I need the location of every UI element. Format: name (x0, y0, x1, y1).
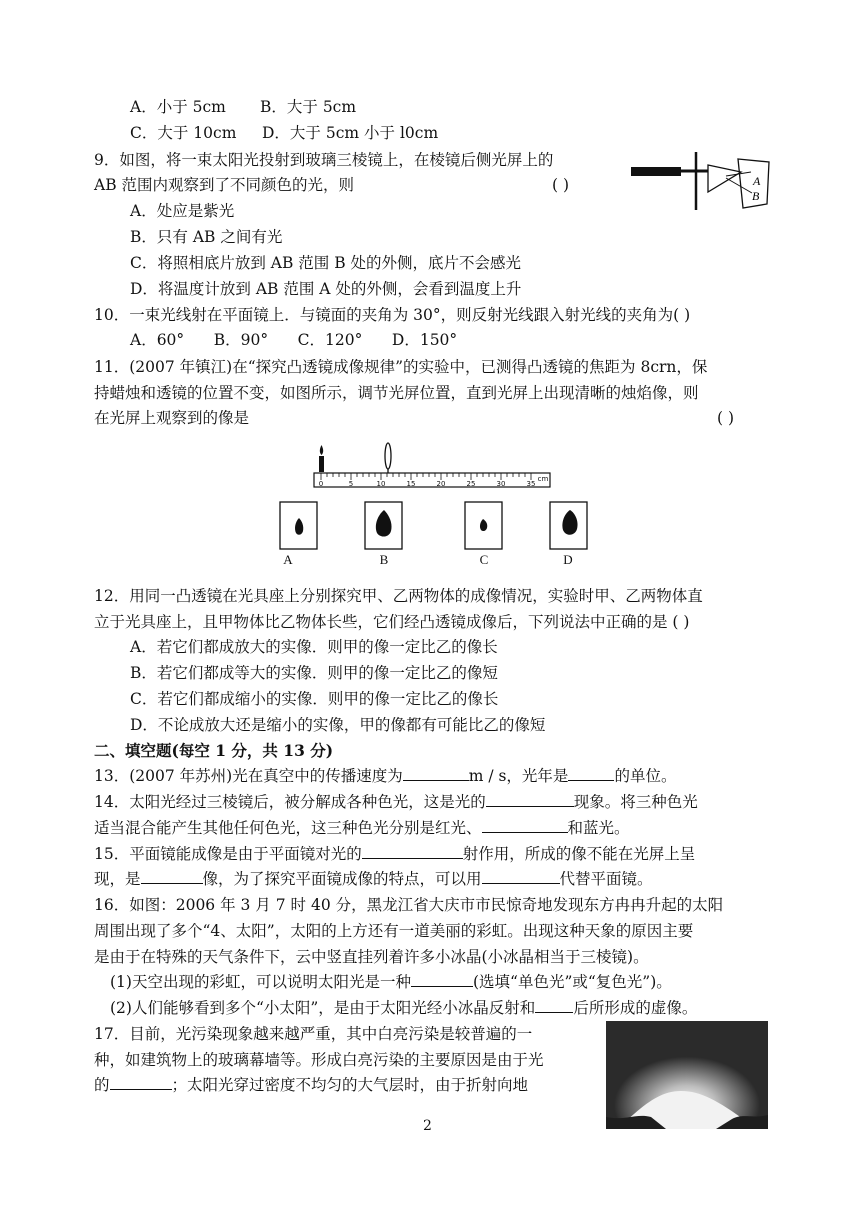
q16-text-line2: 周围出现了多个“4、太阳”，太阳的上方还有一道美丽的彩虹。出现这种天象的原因主要 (94, 922, 694, 940)
answer-blank[interactable] (486, 791, 574, 807)
q16-s1-part1: (1)天空出现的彩虹，可以说明太阳光是一种 (110, 973, 411, 991)
q15-part3: 现，是 (94, 870, 141, 888)
section-heading: 二、填空题(每空 1 分，共 13 分) (94, 741, 334, 760)
q13-part3: 的单位。 (614, 767, 677, 785)
q9-text-line2: AB 范围内观察到了不同颜色的光，则 (94, 176, 355, 194)
ruler-tick-label: 0 (318, 480, 324, 488)
q12-option-c: C．若它们都成缩小的实像．则甲的像一定比乙的像长 (130, 690, 499, 708)
q11-text-line2: 持蜡烛和透镜的位置不变，如图所示，调节光屏位置，直到光屏上出现清晰的烛焰像，则 (94, 384, 699, 402)
q14-part1: 14．太阳光经过三棱镜后，被分解成各种色光，这是光的 (94, 793, 486, 811)
q11-answer-paren: ( ) (717, 409, 735, 427)
q14-text-line2 (94, 817, 630, 839)
q14-text-line1 (94, 791, 698, 813)
q17-part1: 的 (94, 1076, 110, 1094)
q11-text-line3: 在光屏上观察到的像是 (94, 409, 250, 427)
q16-s2-part1: (2)人们能够看到多个“小太阳”，是由于太阳光经小冰晶反射和 (110, 999, 536, 1017)
q11-text-line1: 11．(2007 年镇江)在“探究凸透镜成像规律”的实验中，已测得凸透镜的焦距为 8crn，保 (94, 358, 708, 376)
q9-option-b: B．只有 AB 之间有光 (130, 228, 283, 246)
prism-label-b: B (752, 189, 760, 203)
q8-option-d: D．大于 5cm 小于 l0cm (262, 124, 439, 142)
q12-option-d: D．不论成放大还是缩小的实像，甲的像都有可能比乙的像短 (130, 716, 546, 734)
ruler-tick-label: 10 (376, 480, 386, 488)
q15-text-line1 (94, 843, 695, 865)
q12-option-b: B．若它们都成等大的实像．则甲的像一定比乙的像短 (130, 664, 498, 682)
flame-image-options (278, 500, 593, 566)
q16-text-line1: 16．如图：2006 年 3 月 7 时 40 分，黑龙江省大庆市市民惊奇地发现东方冉冉升起的太阳 (94, 896, 724, 914)
answer-blank[interactable] (110, 1074, 172, 1090)
q17-text-line3 (94, 1074, 528, 1096)
sky-photo (606, 1021, 768, 1129)
answer-blank[interactable] (482, 868, 560, 884)
page-number: 2 (423, 1118, 432, 1134)
q17-part2: ；太阳光穿过密度不均匀的大气层时，由于折射向地 (171, 1076, 529, 1094)
q15-part4: 像，为了探究平面镜成像的特点，可以用 (202, 870, 482, 888)
q14-part4: 和蓝光。 (567, 819, 630, 837)
ruler-tick-label: 25 (466, 480, 476, 488)
q15-part1: 15．平面镜能成像是由于平面镜对光的 (94, 845, 362, 863)
image-option-label: B (379, 552, 389, 566)
answer-blank[interactable] (568, 765, 614, 781)
q13-text (94, 765, 676, 787)
q8-option-c: C．大于 10cm (130, 124, 237, 142)
q12-option-a: A．若它们都成放大的实像．则甲的像一定比乙的像长 (130, 638, 498, 656)
q15-text-line2 (94, 868, 653, 890)
q14-part3: 适当混合能产生其他任何色光，这三种色光分别是红光、 (94, 819, 482, 837)
q8-option-b: B．大于 5cm (260, 98, 357, 116)
q15-part5: 代替平面镜。 (559, 870, 653, 888)
ruler-tick-label: 5 (348, 480, 354, 488)
q9-option-a: A．处应是紫光 (130, 202, 235, 220)
q16-s1-part2: (选填“单色光”或“复色光”)。 (472, 973, 672, 991)
ruler-tick-label: 15 (406, 480, 416, 488)
ruler-tick-label: 35 (526, 480, 536, 488)
optical-bench-figure (306, 440, 554, 495)
image-option-label: C (479, 552, 489, 566)
image-option-label: A (283, 552, 293, 566)
answer-blank[interactable] (535, 997, 573, 1013)
answer-blank[interactable] (362, 843, 463, 859)
answer-blank[interactable] (482, 817, 568, 833)
q12-text-line2: 立于光具座上，且甲物体比乙物体长些，它们经凸透镜成像后，下列说法中正确的是 ( ) (94, 613, 690, 631)
image-option-label: D (563, 552, 573, 566)
q16-s2-part2: 后所形成的虚像。 (573, 999, 698, 1017)
q16-subquestion-1 (110, 971, 672, 993)
q17-text-line2: 种，如建筑物上的玻璃幕墙等。形成白亮污染的主要原因是由于光 (94, 1051, 544, 1069)
q16-text-line3: 是由于在特殊的天气条件下，云中竖直挂列着许多小冰晶(小冰晶相当于三棱镜)。 (94, 948, 649, 966)
ruler-unit-label: cm (537, 475, 549, 483)
q9-option-d: D．将温度计放到 AB 范围 A 处的外侧，会看到温度上升 (130, 280, 522, 298)
q17-text-line1: 17．目前，光污染现象越来越严重，其中白亮污染是较普遍的一 (94, 1025, 533, 1043)
q10-text: 10．一束光线射在平面镜上．与镜面的夹角为 30°，则反射光线跟入射光线的夹角为( ) (94, 306, 691, 324)
q10-options: A．60° B．90° C．120° D．150° (130, 331, 458, 349)
prism-figure (628, 150, 778, 212)
q16-subquestion-2 (110, 997, 697, 1019)
prism-label-a: A (753, 174, 761, 188)
answer-blank[interactable] (411, 971, 473, 987)
ruler-tick-label: 20 (436, 480, 446, 488)
q9-answer-paren: ( ) (552, 176, 570, 194)
answer-blank[interactable] (141, 868, 203, 884)
q13-part1: 13．(2007 年苏州)光在真空中的传播速度为 (94, 767, 403, 785)
q8-option-a: A．小于 5cm (130, 98, 226, 116)
ruler-tick-label: 30 (496, 480, 506, 488)
q13-part2: m / s，光年是 (468, 767, 569, 785)
q12-text-line1: 12．用同一凸透镜在光具座上分别探究甲、乙两物体的成像情况，实验时甲、乙两物体直 (94, 587, 703, 605)
q9-option-c: C．将照相底片放到 AB 范围 B 处的外侧，底片不会感光 (130, 254, 522, 272)
q9-text-line1: 9．如图，将一束太阳光投射到玻璃三棱镜上，在棱镜后侧光屏上的 (94, 151, 554, 169)
q15-part2: 射作用，所成的像不能在光屏上呈 (462, 845, 696, 863)
q14-part2: 现象。将三种色光 (573, 793, 698, 811)
answer-blank[interactable] (403, 765, 469, 781)
